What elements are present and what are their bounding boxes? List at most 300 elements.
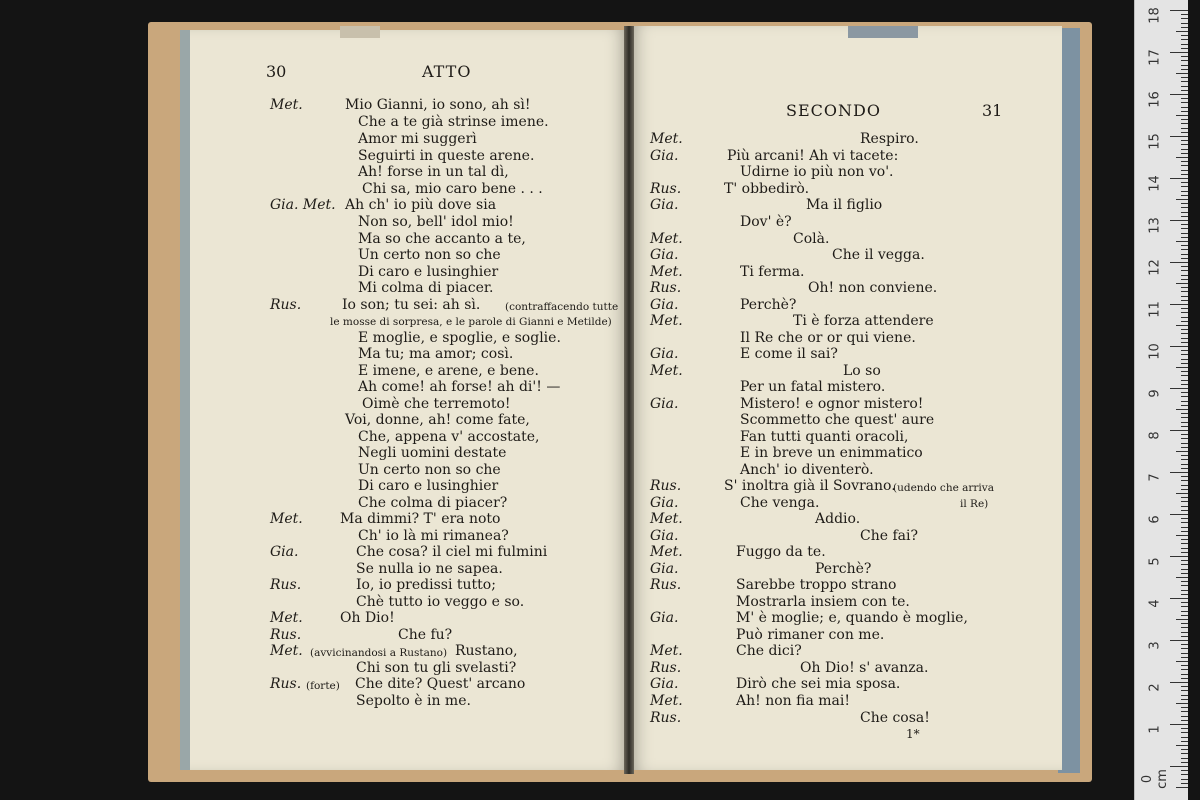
ruler-tick [1170,514,1188,515]
ruler-tick [1181,161,1188,162]
ruler-tick [1181,758,1188,759]
ruler-tick [1181,657,1188,658]
ruler-tick [1181,86,1188,87]
ruler-tick [1181,35,1188,36]
ruler-tick [1181,371,1188,372]
ruler-tick [1181,300,1188,301]
ruler-tick [1181,636,1188,637]
ruler-tick [1181,518,1188,519]
ruler-tick [1181,560,1188,561]
ruler-tick [1170,220,1188,221]
verse-line: Per un fatal mistero. [740,379,886,395]
verse-line: Udirne io più non vo'. [740,164,894,180]
ruler-tick [1181,258,1188,259]
ruler-tick [1181,426,1188,427]
ruler-tick [1181,573,1188,574]
ruler-tick [1170,10,1188,11]
ruler-tick [1181,434,1188,435]
speaker-label: Met. [650,131,683,147]
ruler-tick [1181,207,1188,208]
ruler-tick [1176,577,1188,578]
ruler-tick [1181,653,1188,654]
ruler-tick [1181,695,1188,696]
speaker-label: Rus. [650,710,682,726]
ruler-tick [1181,543,1188,544]
ruler-tick [1181,245,1188,246]
ruler-tick [1170,682,1188,683]
ruler-tick [1170,724,1188,725]
verse-line: Oh Dio! s' avanza. [800,660,929,676]
verse-line: Ah! non fia mai! [736,693,850,709]
ruler-tick [1181,699,1188,700]
ruler-tick [1181,711,1188,712]
ruler-tick [1181,602,1188,603]
ruler-tick [1181,329,1188,330]
ruler-tick [1170,94,1188,95]
verse-line: Io son; tu sei: ah sì. [342,297,481,313]
ruler-tick [1176,31,1188,32]
right-page-heading: SECONDO [786,101,881,120]
ruler-tick [1181,275,1188,276]
ruler-tick [1181,611,1188,612]
verse-line: Amor mi suggerì [358,131,477,147]
verse-line: Scommetto che quest' aure [740,412,935,428]
speaker-label: Gia. [650,297,679,313]
speaker-label: Met. [650,693,683,709]
ruler-tick [1181,476,1188,477]
ruler-number: 11 [1147,301,1163,318]
verse-line: Rustano, [455,643,518,659]
ruler-tick [1181,770,1188,771]
ruler-tick [1181,531,1188,532]
ruler-tick [1181,422,1188,423]
ruler-tick [1181,321,1188,322]
ruler-number: 14 [1147,175,1163,192]
verse-line: Che cosa? il ciel mi fulmini [356,544,548,560]
verse-line: Voi, donne, ah! come fate, [345,412,530,428]
ruler-tick [1181,737,1188,738]
ruler-tick [1181,774,1188,775]
ruler-tick [1170,430,1188,431]
verse-line: Addio. [815,511,861,527]
ruler-tick [1176,619,1188,620]
ruler-tick [1176,409,1188,410]
ruler-tick [1181,686,1188,687]
ruler-tick [1181,380,1188,381]
stage-direction: (avvicinandosi a Rustano) [310,647,448,659]
ruler-tick [1181,195,1188,196]
verse-line: Dirò che sei mia sposa. [736,676,901,692]
verse-line: Ma so che accanto a te, [358,231,526,247]
ruler-tick [1181,644,1188,645]
ruler-tick [1170,52,1188,53]
ruler-tick [1176,115,1188,116]
verse-line: Che a te già strinse imene. [358,114,549,130]
ruler-tick [1181,455,1188,456]
ruler-tick [1181,501,1188,502]
ruler-number: 10 [1147,343,1163,360]
ruler-tick [1181,585,1188,586]
ruler-tick [1181,753,1188,754]
verse-line: Dov' è? [740,214,792,230]
ruler-tick [1181,720,1188,721]
ruler-number: 12 [1147,259,1163,276]
stage-direction: (udendo che arriva [893,482,994,494]
left-page-number: 30 [266,62,287,81]
verse-line: Ma dimmi? T' era noto [340,511,501,527]
ruler-tick [1181,779,1188,780]
ruler-tick [1181,140,1188,141]
verse-line: Che dici? [736,643,802,659]
verse-line: Oh! non conviene. [808,280,938,296]
ruler-tick [1181,69,1188,70]
speaker-label: Met. [650,544,683,560]
ruler-tick [1181,90,1188,91]
ruler-tick [1181,648,1188,649]
ruler-tick [1181,203,1188,204]
ruler-tick [1181,266,1188,267]
speaker-label: Met. [270,511,303,527]
measuring-ruler [1134,0,1188,800]
ruler-tick [1176,199,1188,200]
verse-line: Chè tutto io veggo e so. [356,594,525,610]
stage-direction: le mosse di sorpresa, e le parole di Gianni e Metilde) [330,316,612,328]
ruler-number: 5 [1147,557,1163,566]
right-page-number: 31 [982,101,1003,120]
ruler-tick [1170,640,1188,641]
speaker-label: Met. [650,313,683,329]
ruler-tick [1170,136,1188,137]
speaker-label: Rus. [270,297,302,313]
ruler-tick [1181,728,1188,729]
ruler-tick [1181,615,1188,616]
ruler-tick [1181,212,1188,213]
ruler-tick [1181,186,1188,187]
ruler-tick [1181,363,1188,364]
ruler-tick [1181,716,1188,717]
ruler-number: 16 [1147,91,1163,108]
verse-line: Ti ferma. [740,264,805,280]
verse-line: Negli uomini destate [358,445,507,461]
ruler-tick [1181,401,1188,402]
ruler-tick [1181,552,1188,553]
ruler-number: 4 [1147,599,1163,608]
ruler-tick [1181,254,1188,255]
ruler-tick [1181,606,1188,607]
ruler-tick [1181,590,1188,591]
verse-line: Seguirti in queste arene. [358,148,535,164]
ruler-tick [1181,153,1188,154]
ruler-tick [1181,312,1188,313]
verse-line: Un certo non so che [358,462,501,478]
ruler-tick [1181,111,1188,112]
ruler-tick [1181,182,1188,183]
ruler-tick [1176,325,1188,326]
verse-line: M' è moglie; e, quando è moglie, [736,610,968,626]
ruler-tick [1181,359,1188,360]
ruler-tick [1181,707,1188,708]
ruler-number: 3 [1147,641,1163,650]
ruler-tick [1181,279,1188,280]
ruler-number: 9 [1147,389,1163,398]
ruler-tick [1181,564,1188,565]
ruler-tick [1181,623,1188,624]
ruler-tick [1181,308,1188,309]
ruler-tick [1181,149,1188,150]
ruler-tick [1176,493,1188,494]
ruler-tick [1181,510,1188,511]
ruler-tick [1181,107,1188,108]
ruler-tick [1181,678,1188,679]
speaker-label: Gia. Met. [270,197,336,213]
speaker-label: Met. [650,231,683,247]
verse-line: Fan tutti quanti oracoli, [740,429,909,445]
signature-mark: 1* [906,727,920,741]
ruler-number: 15 [1147,133,1163,150]
ruler-tick [1181,489,1188,490]
verse-line: Io, io predissi tutto; [356,577,496,593]
ruler-tick [1176,451,1188,452]
ruler-tick [1181,417,1188,418]
speaker-label: Gia. [650,247,679,263]
verse-line: Ah! forse in un tal dì, [358,164,509,180]
speaker-label: Met. [270,97,303,113]
ruler-tick [1181,497,1188,498]
ruler-tick [1181,783,1188,784]
ruler-tick [1181,413,1188,414]
ruler-tick [1181,119,1188,120]
verse-line: E in breve un enimmatico [740,445,923,461]
speaker-label: Gia. [650,197,679,213]
ruler-tick [1181,690,1188,691]
ruler-tick [1181,237,1188,238]
ruler-tick [1181,170,1188,171]
verse-line: Mio Gianni, io sono, ah sì! [345,97,531,113]
page-tear-left [340,26,380,38]
speaker-label: Gia. [650,610,679,626]
verse-line: Mostrarla insiem con te. [736,594,910,610]
verse-line: Mi colma di piacer. [358,280,494,296]
ruler-tick [1181,224,1188,225]
ruler-tick [1181,65,1188,66]
ruler-tick [1181,233,1188,234]
ruler-number: 2 [1147,683,1163,692]
ruler-tick [1181,506,1188,507]
ruler-tick [1176,157,1188,158]
ruler-tick [1181,102,1188,103]
ruler-tick [1181,392,1188,393]
ruler-tick [1181,165,1188,166]
speaker-label: Gia. [270,544,299,560]
ruler-tick [1170,346,1188,347]
ruler-tick [1181,18,1188,19]
verse-line: Che il vegga. [832,247,925,263]
ruler-tick [1176,787,1188,788]
ruler-tick [1181,291,1188,292]
speaker-label: Rus. [650,577,682,593]
verse-line: Che venga. [740,495,820,511]
ruler-tick [1170,304,1188,305]
ruler-tick [1181,354,1188,355]
verse-line: Che fai? [860,528,918,544]
verse-line: Se nulla io ne sapea. [356,561,503,577]
ruler-tick [1181,459,1188,460]
verse-line: E imene, e arene, e bene. [358,363,539,379]
speaker-label: Rus. [650,660,682,676]
verse-line: Perchè? [815,561,872,577]
ruler-tick [1176,703,1188,704]
verse-line: Ti è forza attendere [793,313,934,329]
ruler-tick [1181,270,1188,271]
ruler-tick [1181,350,1188,351]
ruler-tick [1181,317,1188,318]
ruler-tick [1176,367,1188,368]
speaker-label: Rus. [270,676,302,692]
ruler-number: 7 [1147,473,1163,482]
speaker-label: Gia. [650,148,679,164]
speaker-label: Met. [650,264,683,280]
ruler-tick [1181,581,1188,582]
verse-line: Può rimaner con me. [736,627,885,643]
ruler-tick [1181,249,1188,250]
ruler-tick [1181,632,1188,633]
verse-line: Fuggo da te. [736,544,826,560]
verse-line: Lo so [843,363,881,379]
verse-line: Che cosa! [860,710,930,726]
ruler-tick [1181,548,1188,549]
ruler-tick [1181,81,1188,82]
ruler-tick [1181,128,1188,129]
speaker-label: Gia. [650,676,679,692]
speaker-label: Gia. [650,346,679,362]
verse-line: Ch' io là mi rimanea? [358,528,509,544]
speaker-label: Gia. [650,495,679,511]
verse-line: Anch' io diventerò. [740,462,874,478]
ruler-tick [1170,388,1188,389]
verse-line: Di caro e lusinghier [358,264,499,280]
ruler-tick [1181,480,1188,481]
verse-line: Respiro. [860,131,919,147]
verse-line: Ma il figlio [806,197,883,213]
ruler-tick [1170,178,1188,179]
speaker-label: Rus. [650,280,682,296]
ruler-tick [1181,216,1188,217]
ruler-tick [1181,396,1188,397]
ruler-tick [1181,447,1188,448]
verse-line: E come il sai? [740,346,838,362]
ruler-tick [1181,77,1188,78]
verse-line: Ah come! ah forse! ah di'! — [358,379,561,395]
book-gutter [624,26,634,774]
ruler-tick [1181,627,1188,628]
speaker-label: Met. [270,643,303,659]
ruler-number: 6 [1147,515,1163,524]
ruler-tick [1181,48,1188,49]
ruler-number: 0 cm [1140,769,1170,789]
ruler-tick [1181,375,1188,376]
verse-line: Chi son tu gli svelasti? [356,660,517,676]
verse-line: Un certo non so che [358,247,501,263]
ruler-tick [1181,569,1188,570]
verse-line: E moglie, e spoglie, e soglie. [358,330,561,346]
ruler-tick [1176,73,1188,74]
ruler-tick [1181,60,1188,61]
ruler-tick [1181,98,1188,99]
ruler-number: 18 [1147,7,1163,24]
verse-line: Non so, bell' idol mio! [358,214,514,230]
verse-line: Oimè che terremoto! [362,396,511,412]
ruler-tick [1181,27,1188,28]
verse-line: Colà. [793,231,830,247]
verse-line: Mistero! e ognor mistero! [740,396,924,412]
verse-line: Di caro e lusinghier [358,478,499,494]
ruler-tick [1170,556,1188,557]
page-tear-right [848,26,918,38]
ruler-tick [1181,287,1188,288]
verse-line: Il Re che or or qui viene. [740,330,916,346]
ruler-number: 17 [1147,49,1163,66]
ruler-tick [1170,262,1188,263]
ruler-tick [1181,762,1188,763]
ruler-tick [1181,338,1188,339]
ruler-tick [1181,228,1188,229]
stage-direction: (contraffacendo tutte [505,301,619,313]
ruler-number: 1 [1147,725,1163,734]
ruler-tick [1181,296,1188,297]
verse-line: Sarebbe troppo strano [736,577,897,593]
speaker-label: Gia. [650,528,679,544]
ruler-tick [1181,342,1188,343]
ruler-tick [1181,665,1188,666]
ruler-tick [1176,745,1188,746]
verse-line: Che, appena v' accostate, [358,429,540,445]
speaker-label: Rus. [650,478,682,494]
ruler-tick [1181,333,1188,334]
verse-line: Oh Dio! [340,610,395,626]
ruler-tick [1181,522,1188,523]
ruler-tick [1170,766,1188,767]
left-page-heading: ATTO [422,62,472,81]
verse-line: Ma tu; ma amor; così. [358,346,514,362]
ruler-tick [1181,39,1188,40]
ruler-tick [1181,674,1188,675]
ruler-tick [1181,594,1188,595]
ruler-tick [1181,191,1188,192]
ruler-tick [1181,384,1188,385]
speaker-label: Rus. [270,577,302,593]
ruler-tick [1181,468,1188,469]
ruler-tick [1181,144,1188,145]
ruler-number: 8 [1147,431,1163,440]
verse-line: S' inoltra già il Sovrano. [724,478,896,494]
stage-direction: (forte) [306,680,340,692]
verse-line: Che dite? Quest' arcano [355,676,526,692]
ruler-tick [1176,535,1188,536]
verse-line: Perchè? [740,297,797,313]
ruler-tick [1181,174,1188,175]
speaker-label: Met. [650,363,683,379]
verse-line: Ah ch' io più dove sia [345,197,497,213]
ruler-tick [1181,44,1188,45]
ruler-tick [1181,464,1188,465]
ruler-tick [1181,443,1188,444]
ruler-tick [1170,598,1188,599]
verse-line: Che fu? [398,627,453,643]
ruler-tick [1181,438,1188,439]
ruler-tick [1181,539,1188,540]
ruler-tick [1181,527,1188,528]
ruler-tick [1181,132,1188,133]
